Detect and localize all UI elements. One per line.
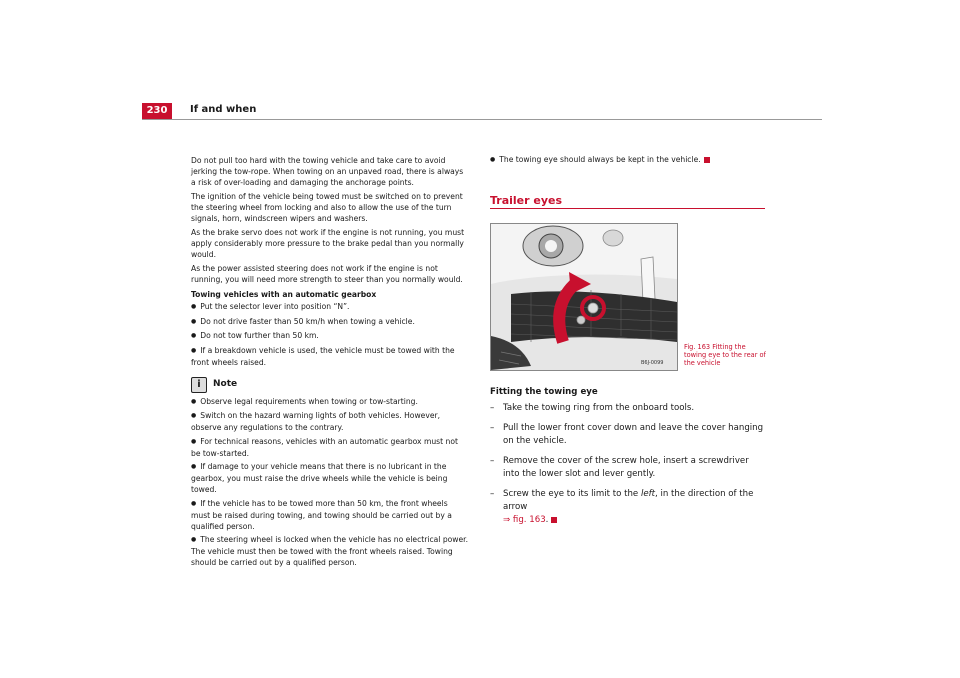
note-bullet: ● If damage to your vehicle means that there is no lubricant in the gearbox, you must raise the drive wheels while the vehicle is being towed. bbox=[191, 461, 469, 495]
left-column bbox=[191, 155, 469, 571]
towing-eye-bullet bbox=[490, 154, 765, 166]
fitting-steps bbox=[490, 386, 765, 534]
step4-post: , in the direction of the arrow bbox=[503, 489, 754, 512]
step-text: Remove the cover of the screw hole, insert a screwdriver into the lower slot and lever gently. bbox=[503, 456, 749, 479]
auto-bullet: ● Do not tow further than 50 km. bbox=[191, 330, 469, 342]
step4-end: . bbox=[545, 515, 549, 525]
note-bullet: ● The steering wheel is locked when the vehicle has no electrical power. The vehicle must then be towed with the front wheels raised. Towing should be carried out by a qualified person. bbox=[191, 534, 469, 568]
note-bullet: ● For technical reasons, vehicles with an automatic gearbox must not be tow-started. bbox=[191, 436, 469, 459]
page-number: 230 bbox=[142, 103, 172, 119]
step-text: Take the towing ring from the onboard tools. bbox=[503, 403, 695, 413]
step bbox=[490, 402, 765, 415]
figure-reference-link[interactable]: ⇒ fig. 163 bbox=[503, 515, 546, 525]
note-header bbox=[191, 377, 469, 393]
note-label: Note bbox=[213, 379, 238, 389]
step bbox=[490, 455, 765, 481]
step4-direction: left bbox=[640, 489, 656, 499]
step bbox=[490, 422, 765, 448]
figure-towing-eye bbox=[490, 223, 678, 371]
step bbox=[490, 488, 765, 527]
step-text bbox=[503, 488, 765, 527]
paragraph-tow-rope: Do not pull too hard with the towing vehicle and take care to avoid jerking the tow-rope. When towing on an unpaved road, there is always a risk of over-loading and damaging the anchorage points. bbox=[191, 156, 464, 187]
info-icon: i bbox=[191, 377, 207, 393]
paragraph-brake-servo: As the brake servo does not work if the engine is not running, you must apply considerably more pressure to the brake pedal than you normally would. bbox=[191, 228, 465, 259]
section-end-mark bbox=[704, 157, 710, 163]
section-end-mark bbox=[551, 517, 557, 523]
page-header bbox=[142, 103, 822, 120]
auto-bullet: ● Put the selector lever into position “N”. bbox=[191, 301, 469, 313]
note-bullet: ● If the vehicle has to be towed more than 50 km, the front wheels must be raised during towing, and towing should be carried out by a qualified person. bbox=[191, 498, 469, 532]
paragraph-ignition: The ignition of the vehicle being towed must be switched on to prevent the steering wheel from locking and also to allow the use of the turn signals, horn, windscreen wipers and washers. bbox=[191, 192, 463, 223]
chapter-title: If and when bbox=[190, 104, 257, 115]
section-title: Trailer eyes bbox=[490, 195, 765, 209]
car-front-illustration bbox=[491, 224, 677, 370]
step4-pre: Screw the eye to its limit to the bbox=[503, 489, 641, 499]
auto-bullet: ● If a breakdown vehicle is used, the vehicle must be towed with the front wheels raised. bbox=[191, 345, 469, 368]
fitting-heading: Fitting the towing eye bbox=[490, 387, 598, 397]
paragraph-power-steering: As the power assisted steering does not work if the engine is not running, you will need more strength to steer than you normally would. bbox=[191, 264, 463, 284]
note-bullet: ● Switch on the hazard warning lights of both vehicles. However, observe any regulations to the contrary. bbox=[191, 410, 469, 433]
figure-code: B6J-0099 bbox=[641, 360, 664, 366]
figure-caption: Fig. 163 Fitting the towing eye to the rear of the vehicle bbox=[684, 343, 766, 367]
automatic-gearbox-heading: Towing vehicles with an automatic gearbox bbox=[191, 290, 377, 299]
note-bullet: ● Observe legal requirements when towing or tow-starting. bbox=[191, 396, 469, 408]
step-text: Pull the lower front cover down and leave the cover hanging on the vehicle. bbox=[503, 423, 764, 446]
step-dash: – bbox=[490, 403, 495, 413]
step-dash: – bbox=[490, 423, 495, 433]
header-rule bbox=[142, 119, 822, 120]
step-dash: – bbox=[490, 489, 495, 499]
step-dash: – bbox=[490, 456, 495, 466]
towing-eye-text: The towing eye should always be kept in the vehicle. bbox=[499, 155, 701, 164]
auto-bullet: ● Do not drive faster than 50 km/h when towing a vehicle. bbox=[191, 316, 469, 328]
